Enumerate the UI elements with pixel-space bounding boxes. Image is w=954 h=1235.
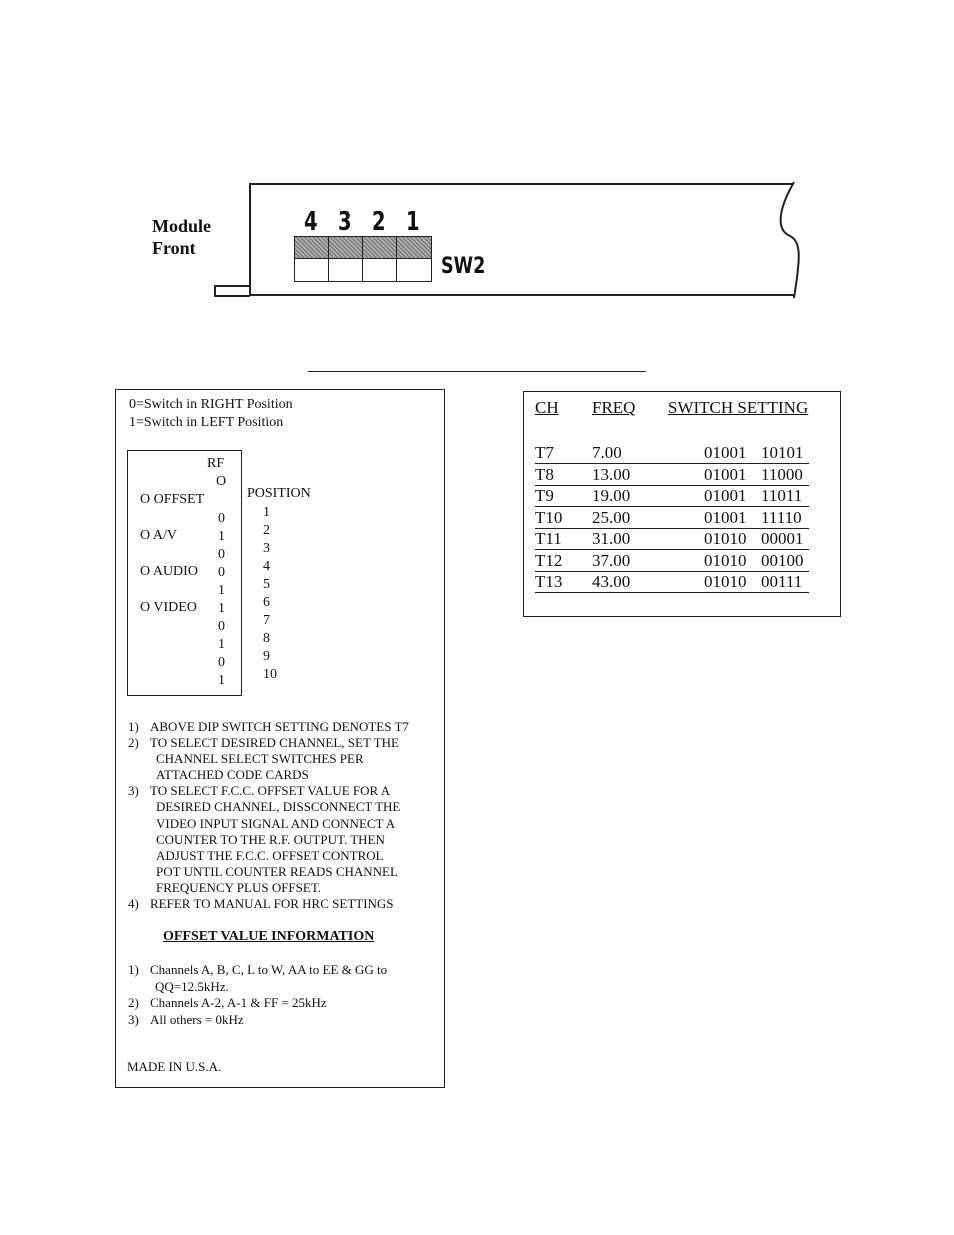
offset-info-item: 2) Channels A-2, A-1 & FF = 25kHz <box>128 995 327 1010</box>
note-item: 2) TO SELECT DESIRED CHANNEL, SET THE <box>128 735 399 751</box>
module-front-label <box>152 215 211 259</box>
offset-info-list: 1) Channels A, B, C, L to W, AA to EE & GG to QQ=12.5kHz. 2) Channels A-2, A-1 & FF = 25kHz 3) All others = 0kHz <box>128 962 388 1027</box>
offset-info-title: OFFSET VALUE INFORMATION <box>163 929 375 944</box>
rf-label: RF <box>207 456 225 471</box>
table-header-ch: CH <box>535 398 559 417</box>
table-row: T8 13.00 01001 11000 <box>535 465 809 486</box>
position-number: 2 <box>263 523 270 538</box>
note-item: 4) REFER TO MANUAL FOR HRC SETTINGS <box>128 896 394 912</box>
module-break-edge <box>770 180 810 302</box>
dip-value: 1 <box>218 529 225 544</box>
dip-value: 0 <box>218 565 225 580</box>
table-row: T11 31.00 01010 00001 <box>535 529 809 550</box>
switch-1-lever <box>397 237 431 259</box>
switch-3-base <box>329 259 363 281</box>
switch-4-lever <box>295 237 329 259</box>
switch-2-base <box>363 259 397 281</box>
dip-value: 0 <box>218 655 225 670</box>
switch-3-lever <box>329 237 363 259</box>
switch-number-1: 1 <box>406 207 420 237</box>
switch-2-lever <box>363 237 397 259</box>
switch-number-3: 3 <box>338 207 352 237</box>
dip-value: 1 <box>218 637 225 652</box>
offset-control-label: O OFFSET <box>140 492 205 507</box>
video-control-label: O VIDEO <box>140 600 197 615</box>
position-number: 3 <box>263 541 270 556</box>
table-header-freq: FREQ <box>592 398 636 417</box>
switch-number-2: 2 <box>372 207 386 237</box>
position-column <box>263 504 277 684</box>
position-header: POSITION <box>247 486 311 501</box>
table-row: T10 25.00 01001 11110 <box>535 508 809 529</box>
legend-right: 0=Switch in RIGHT Position <box>129 397 293 412</box>
position-number: 7 <box>263 613 270 628</box>
dip-value: 1 <box>218 673 225 688</box>
switch-4-base <box>295 259 329 281</box>
position-number: 1 <box>263 505 270 520</box>
dip-value: 0 <box>218 619 225 634</box>
switch-number-4: 4 <box>304 207 318 237</box>
table-row: T12 37.00 01010 00100 <box>535 551 809 572</box>
note-item: 3) TO SELECT F.C.C. OFFSET VALUE FOR A <box>128 783 391 799</box>
made-in-label: MADE IN U.S.A. <box>127 1059 222 1074</box>
dip-value: 0 <box>218 511 225 526</box>
note-item: 1) ABOVE DIP SWITCH SETTING DENOTES T7 <box>128 719 409 734</box>
switch-1-base <box>397 259 431 281</box>
table-row: T7 7.00 01001 10101 <box>535 443 809 464</box>
offset-info-item: 3) All others = 0kHz <box>128 1011 244 1027</box>
audio-control-label: O AUDIO <box>140 564 198 579</box>
legend-left: 1=Switch in LEFT Position <box>129 415 284 430</box>
position-number: 5 <box>263 577 270 592</box>
dip-values-column <box>218 510 225 690</box>
instruction-notes: 1) ABOVE DIP SWITCH SETTING DENOTES T7 2) TO SELECT DESIRED CHANNEL, SET THE CHANNEL SELECT SWITCHES PER ATTACHED CODE CARDS 3) TO SELECT F.C.C. OFFSET VALUE FOR A DESIRED CHANNEL, DISSCONNECT THE VIDEO INPUT SIGNAL AND CONNECT A COUNTER TO THE R.F. OUTPUT. THEN ADJUST THE F.C.C. OFFSET CONTROL POT UNTIL COUNTER READS CHANNEL FREQUENCY PLUS OFFSET. 4) REFER TO MANUAL FOR HRC SETTINGS <box>128 719 409 912</box>
av-control-label: O A/V <box>140 528 177 543</box>
switch-number-row <box>304 207 440 237</box>
dip-value: 1 <box>218 601 225 616</box>
position-number: 4 <box>263 559 270 574</box>
table-header-switch: SWITCH SETTING <box>668 398 809 417</box>
position-number: 10 <box>263 667 277 682</box>
position-number: 9 <box>263 649 270 664</box>
rf-connector: O <box>216 474 227 489</box>
divider-line <box>308 371 646 372</box>
offset-info-item: 1) Channels A, B, C, L to W, AA to EE & GG to <box>128 962 388 977</box>
sw2-dip-switch <box>294 236 432 282</box>
position-number: 6 <box>263 595 270 610</box>
module-tab <box>214 285 250 297</box>
table-row: T13 43.00 01010 00111 <box>535 572 809 593</box>
module-label-line2: Front <box>152 238 196 258</box>
table-row: T9 19.00 01001 11011 <box>535 486 809 507</box>
position-number: 8 <box>263 631 270 646</box>
dip-value: 1 <box>218 583 225 598</box>
module-label-line1: Module <box>152 216 212 236</box>
sw2-label: SW2 <box>441 254 486 279</box>
dip-value: 0 <box>218 547 225 562</box>
